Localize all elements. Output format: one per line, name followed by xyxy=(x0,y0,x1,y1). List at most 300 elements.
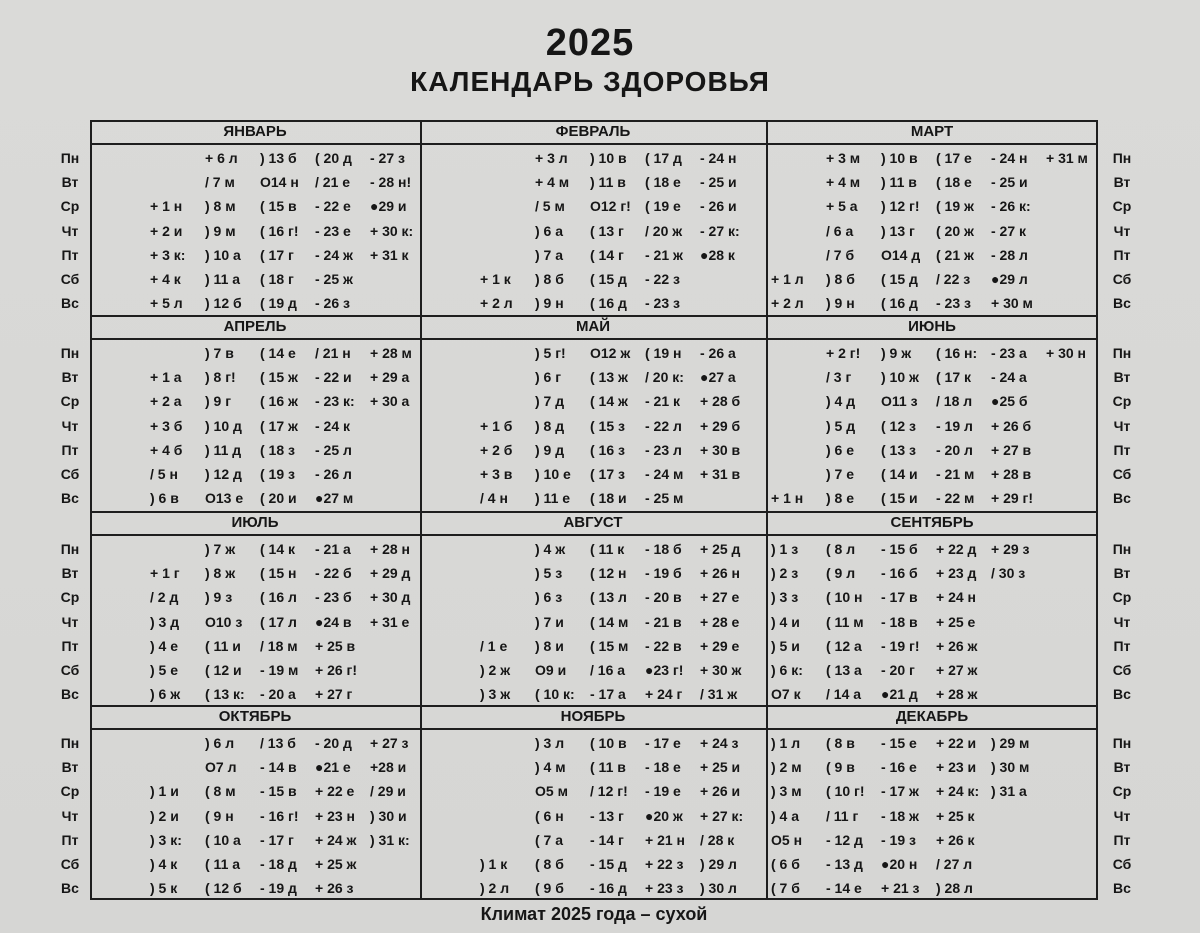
day-label: Вс xyxy=(1113,490,1131,507)
calendar-day-cell: ( 10 в xyxy=(590,735,627,751)
calendar-day-cell: - 24 к xyxy=(315,417,351,434)
calendar-day-cell: + 29 г! xyxy=(991,490,1034,507)
day-label: Вт xyxy=(61,369,79,386)
calendar-day-cell: - 28 л xyxy=(991,246,1028,263)
calendar-day-cell: + 1 н xyxy=(771,490,804,507)
calendar-day-cell: ( 13 з xyxy=(881,441,916,458)
year-heading: 2025 xyxy=(545,22,635,64)
calendar-day-cell: ) 9 н xyxy=(826,295,855,312)
calendar-day-cell: ) 6 ж xyxy=(150,686,181,703)
calendar-day-cell: + 22 и xyxy=(936,735,977,751)
day-label: Сб xyxy=(1112,271,1132,287)
calendar-day-cell: ) 9 н xyxy=(535,295,564,312)
calendar-day-cell: ) 1 и xyxy=(150,783,179,800)
calendar-day-cell: - 21 а xyxy=(315,541,351,557)
day-label: Пн xyxy=(60,345,80,361)
calendar-day-cell: + 27 з xyxy=(370,735,409,751)
calendar-day-cell: ) 8 б xyxy=(535,271,564,287)
calendar-day-cell: ) 4 а xyxy=(771,807,800,824)
calendar-day-cell: / 16 а xyxy=(590,662,626,678)
calendar-day-cell: + 28 н xyxy=(370,541,410,557)
calendar-day-cell: ( 13 л xyxy=(590,589,627,606)
calendar-day-cell: + 23 н xyxy=(315,807,355,824)
day-label: Вт xyxy=(61,759,79,776)
calendar-day-cell: ) 5 з xyxy=(535,565,563,582)
calendar-day-cell: - 13 д xyxy=(826,856,863,872)
calendar-day-cell: + 27 г xyxy=(315,686,353,703)
day-label: Чт xyxy=(1113,807,1131,824)
calendar-day-cell: - 20 д xyxy=(315,735,352,751)
calendar-day-cell: O12 ж xyxy=(590,345,631,361)
calendar-day-cell: ( 9 в xyxy=(826,759,855,776)
calendar-day-cell: ( 19 з xyxy=(260,466,295,482)
calendar-day-cell: - 16 е xyxy=(881,759,917,776)
calendar-day-cell: + 26 з xyxy=(315,880,354,897)
calendar-day-cell: ( 16 ж xyxy=(260,393,298,410)
calendar-day-cell: ( 7 б xyxy=(771,880,800,897)
calendar-day-cell: + 1 а xyxy=(150,369,182,386)
calendar-day-cell: - 20 г xyxy=(881,662,915,678)
calendar-day-cell: - 22 м xyxy=(936,490,975,507)
month-name: ИЮЛЬ xyxy=(231,514,279,531)
calendar-day-cell: ( 18 и xyxy=(590,490,627,507)
calendar-day-cell: O7 л xyxy=(205,759,237,776)
calendar-day-cell: - 14 е xyxy=(826,880,862,897)
calendar-day-cell: - 24 м xyxy=(645,466,684,482)
calendar-day-cell: ( 14 к xyxy=(260,541,296,557)
calendar-day-cell: O14 д xyxy=(881,246,921,263)
calendar-day-cell: + 6 л xyxy=(205,150,238,166)
month-name: ДЕКАБРЬ xyxy=(895,708,969,725)
calendar-day-cell: ( 12 б xyxy=(205,880,242,897)
calendar-day-cell: ( 9 л xyxy=(826,565,856,582)
calendar-day-cell: + 31 е xyxy=(370,613,410,630)
calendar-day-cell: + 27 к: xyxy=(700,807,744,824)
band-divider xyxy=(90,315,1098,317)
calendar-day-cell: ) 7 д xyxy=(535,393,565,410)
calendar-day-cell: ) 10 ж xyxy=(881,369,919,386)
calendar-day-cell: + 25 е xyxy=(936,613,976,630)
calendar-day-cell: O9 и xyxy=(535,662,567,678)
calendar-day-cell: + 26 ж xyxy=(936,637,978,654)
calendar-day-cell: + 21 н xyxy=(645,831,685,848)
calendar-day-cell: ( 11 в xyxy=(590,759,626,776)
day-label: Пн xyxy=(1112,541,1132,557)
calendar-day-cell: / 7 б xyxy=(826,246,855,263)
calendar-day-cell: O14 н xyxy=(260,174,299,191)
calendar-day-cell: + 26 и xyxy=(700,783,741,800)
calendar-day-cell: / 5 м xyxy=(535,198,565,215)
calendar-day-cell: + 31 в xyxy=(700,466,741,482)
calendar-day-cell: ) 11 в xyxy=(881,174,917,191)
calendar-day-cell: ) 9 д xyxy=(535,441,565,458)
calendar-day-cell: - 20 в xyxy=(645,589,682,606)
day-label: Вт xyxy=(1113,174,1131,191)
day-label: Вс xyxy=(1113,880,1131,897)
calendar-day-cell: + 1 г xyxy=(150,565,180,582)
calendar-day-cell: ●25 б xyxy=(991,393,1028,410)
day-label: Вт xyxy=(1113,565,1131,582)
calendar-day-cell: ( 14 е xyxy=(260,345,296,361)
calendar-day-cell: + 30 а xyxy=(370,393,410,410)
day-label: Вс xyxy=(61,295,79,312)
calendar-day-cell: - 21 ж xyxy=(645,246,683,263)
calendar-day-cell: ( 15 и xyxy=(881,490,918,507)
calendar-day-cell: / 7 м xyxy=(205,174,235,191)
calendar-day-cell: + 24 з xyxy=(700,735,739,751)
calendar-day-cell: ( 16 з xyxy=(590,441,625,458)
calendar-day-cell: ) 13 б xyxy=(260,150,297,166)
calendar-day-cell: + 3 в xyxy=(480,466,513,482)
calendar-day-cell: - 26 з xyxy=(315,295,350,312)
calendar-day-cell: + 4 к xyxy=(150,271,181,287)
calendar-day-cell: ( 9 б xyxy=(535,880,564,897)
calendar-day-cell: + 30 н xyxy=(1046,345,1086,361)
calendar-day-cell: - 24 ж xyxy=(315,246,353,263)
calendar-day-cell: + 24 ж xyxy=(315,831,357,848)
calendar-day-cell: ) 5 к xyxy=(150,880,178,897)
calendar-day-cell: - 17 ж xyxy=(881,783,919,800)
calendar-day-cell: - 25 м xyxy=(645,490,684,507)
calendar-day-cell: + 3 к: xyxy=(150,246,186,263)
calendar-day-cell: / 22 з xyxy=(936,271,971,287)
band-divider xyxy=(90,705,1098,707)
calendar-day-cell: - 23 з xyxy=(645,295,680,312)
day-label: Пн xyxy=(60,150,80,166)
calendar-day-cell: - 23 б xyxy=(315,589,352,606)
calendar-day-cell: ●27 м xyxy=(315,490,354,507)
calendar-day-cell: + 2 л xyxy=(480,295,513,312)
calendar-day-cell: - 23 з xyxy=(936,295,971,312)
month-name: АПРЕЛЬ xyxy=(223,318,287,335)
calendar-day-cell: + 24 г xyxy=(645,686,683,703)
calendar-day-cell: ) 2 и xyxy=(150,807,179,824)
day-label: Чт xyxy=(61,222,79,239)
calendar-day-cell: - 18 б xyxy=(645,541,682,557)
calendar-day-cell: + 31 к xyxy=(370,246,409,263)
day-label: Чт xyxy=(61,613,79,630)
calendar-day-cell: ( 20 и xyxy=(260,490,297,507)
calendar-day-cell: O10 з xyxy=(205,613,243,630)
month-header-divider xyxy=(90,338,1098,340)
calendar-day-cell: ) 8 и xyxy=(535,637,564,654)
calendar-day-cell: / 6 а xyxy=(826,222,854,239)
calendar-day-cell: / 21 е xyxy=(315,174,351,191)
day-label: Сб xyxy=(1112,662,1132,678)
calendar-day-cell: ) 10 е xyxy=(535,466,571,482)
calendar-day-cell: + 28 б xyxy=(700,393,741,410)
calendar-day-cell: ) 6 г xyxy=(535,369,562,386)
calendar-day-cell: ) 1 к xyxy=(480,856,508,872)
calendar-day-cell: - 15 д xyxy=(590,856,627,872)
calendar-day-cell: + 23 д xyxy=(936,565,977,582)
calendar-day-cell: / 21 н xyxy=(315,345,351,361)
calendar-day-cell: ) 9 г xyxy=(205,393,232,410)
calendar-day-cell: ( 17 ж xyxy=(260,417,298,434)
calendar-day-cell: - 24 н xyxy=(991,150,1028,166)
calendar-day-cell: ) 6 а xyxy=(535,222,564,239)
day-label: Ср xyxy=(60,589,80,606)
calendar-day-cell: ( 13 а xyxy=(826,662,862,678)
calendar-day-cell: ) 28 л xyxy=(936,880,973,897)
day-label: Вс xyxy=(1113,295,1131,312)
calendar-day-cell: ) 12 д xyxy=(205,466,242,482)
calendar-day-cell: - 15 в xyxy=(260,783,297,800)
calendar-day-cell: ( 10 к: xyxy=(535,686,575,703)
calendar-day-cell: ( 15 д xyxy=(590,271,627,287)
day-label: Вт xyxy=(61,565,79,582)
calendar-day-cell: ) 7 ж xyxy=(205,541,236,557)
month-header-divider xyxy=(90,534,1098,536)
calendar-day-cell: + 25 д xyxy=(700,541,741,557)
calendar-day-cell: ) 8 б xyxy=(826,271,855,287)
calendar-day-cell: ( 17 л xyxy=(260,613,297,630)
calendar-day-cell: ( 15 м xyxy=(590,637,629,654)
month-name: ИЮНЬ xyxy=(908,318,956,335)
day-label: Пн xyxy=(1112,345,1132,361)
calendar-day-cell: + 24 к: xyxy=(936,783,980,800)
calendar-day-cell: ( 9 н xyxy=(205,807,234,824)
day-label: Пн xyxy=(60,735,80,751)
calendar-day-cell: ) 29 м xyxy=(991,735,1030,751)
calendar-day-cell: ) 3 м xyxy=(771,783,802,800)
calendar-day-cell: ) 29 л xyxy=(700,856,737,872)
calendar-day-cell: ( 17 д xyxy=(645,150,682,166)
calendar-day-cell: / 27 л xyxy=(936,856,973,872)
day-label: Чт xyxy=(61,807,79,824)
calendar-day-cell: ( 20 ж xyxy=(936,222,974,239)
calendar-day-cell: O13 е xyxy=(205,490,244,507)
calendar-day-cell: ) 4 д xyxy=(826,393,856,410)
day-label: Вс xyxy=(61,686,79,703)
calendar-day-cell: - 28 н! xyxy=(370,174,412,191)
calendar-day-cell: ) 5 и xyxy=(771,637,800,654)
calendar-day-cell: ( 16 н: xyxy=(936,345,978,361)
calendar-day-cell: ) 3 ж xyxy=(480,686,511,703)
calendar-day-cell: ( 14 ж xyxy=(590,393,628,410)
calendar-day-cell: - 17 г xyxy=(260,831,294,848)
day-label: Пт xyxy=(61,637,79,654)
calendar-day-cell: ) 11 е xyxy=(535,490,571,507)
calendar-day-cell: - 22 и xyxy=(315,369,352,386)
day-label: Вт xyxy=(61,174,79,191)
day-label: Пн xyxy=(1112,150,1132,166)
calendar-day-cell: ) 9 з xyxy=(205,589,233,606)
calendar-day-cell: ( 17 г xyxy=(260,246,294,263)
calendar-day-cell: + 1 б xyxy=(480,417,513,434)
month-name: СЕНТЯБРЬ xyxy=(890,514,974,531)
day-label: Ср xyxy=(1112,589,1132,606)
day-label: Пт xyxy=(61,831,79,848)
day-label: Ср xyxy=(60,198,80,215)
calendar-day-cell: ( 12 н xyxy=(590,565,627,582)
calendar-day-cell: + 3 м xyxy=(826,150,861,166)
calendar-day-cell: ) 8 г! xyxy=(205,369,236,386)
calendar-day-cell: ●27 а xyxy=(700,369,736,386)
day-label: Пт xyxy=(1113,246,1131,263)
calendar-day-cell: - 18 д xyxy=(260,856,297,872)
calendar-day-cell: ) 9 ж xyxy=(881,345,912,361)
calendar-day-cell: ) 7 е xyxy=(826,466,855,482)
calendar-day-cell: + 30 ж xyxy=(700,662,742,678)
calendar-day-cell: + 3 б xyxy=(150,417,183,434)
calendar-day-cell: ●21 д xyxy=(881,686,918,703)
month-name: НОЯБРЬ xyxy=(560,708,626,725)
calendar-day-cell: - 27 з xyxy=(370,150,405,166)
calendar-day-cell: ) 1 з xyxy=(771,541,799,557)
calendar-day-cell: + 28 м xyxy=(370,345,412,361)
calendar-day-cell: ( 19 ж xyxy=(936,198,974,215)
day-label: Ср xyxy=(1112,783,1132,800)
calendar-day-cell: ) 31 к: xyxy=(370,831,410,848)
calendar-title: КАЛЕНДАРЬ ЗДОРОВЬЯ xyxy=(410,66,770,97)
calendar-day-cell: / 11 г xyxy=(826,807,859,824)
calendar-day-cell: - 20 а xyxy=(260,686,296,703)
calendar-day-cell: ) 11 в xyxy=(590,174,626,191)
calendar-day-cell: - 22 б xyxy=(315,565,352,582)
calendar-day-cell: - 15 б xyxy=(881,541,918,557)
column-divider xyxy=(766,120,768,900)
calendar-day-cell: ●21 е xyxy=(315,759,351,776)
calendar-day-cell: ) 6 з xyxy=(535,589,563,606)
calendar-day-cell: ( 11 м xyxy=(826,613,864,630)
calendar-day-cell: ( 20 д xyxy=(315,150,352,166)
day-label: Вс xyxy=(61,880,79,897)
day-label: Сб xyxy=(60,271,80,287)
calendar-day-cell: + 4 б xyxy=(150,441,183,458)
calendar-day-cell: + 30 в xyxy=(700,441,741,458)
calendar-day-cell: ( 19 н xyxy=(645,345,682,361)
month-header-divider xyxy=(90,143,1098,145)
calendar-day-cell: + 22 е xyxy=(315,783,355,800)
calendar-day-cell: + 25 к xyxy=(936,807,975,824)
calendar-day-cell: + 23 и xyxy=(936,759,977,776)
calendar-day-cell: + 5 л xyxy=(150,295,183,312)
calendar-day-cell: + 29 з xyxy=(991,541,1030,557)
calendar-day-cell: ( 18 е xyxy=(936,174,972,191)
calendar-day-cell: ( 8 б xyxy=(535,856,564,872)
calendar-day-cell: + 21 з xyxy=(881,880,920,897)
calendar-day-cell: ●20 ж xyxy=(645,807,683,824)
calendar-day-cell: ) 3 к: xyxy=(150,831,182,848)
calendar-day-cell: ( 7 а xyxy=(535,831,564,848)
calendar-day-cell: ) 3 з xyxy=(771,589,799,606)
calendar-day-cell: + 2 а xyxy=(150,393,182,410)
calendar-day-cell: + 26 н xyxy=(700,565,740,582)
day-label: Сб xyxy=(60,662,80,678)
day-label: Вт xyxy=(1113,369,1131,386)
calendar-day-cell: ) 5 г! xyxy=(535,345,566,361)
day-label: Пт xyxy=(61,441,79,458)
calendar-day-cell: ( 11 а xyxy=(205,856,241,872)
day-label: Вс xyxy=(1113,686,1131,703)
calendar-day-cell: ) 5 е xyxy=(150,662,179,678)
calendar-day-cell: + 29 а xyxy=(370,369,410,386)
calendar-day-cell: ( 13 к: xyxy=(205,686,245,703)
day-label: Сб xyxy=(1112,466,1132,482)
calendar-day-cell: ) 12 б xyxy=(205,295,242,312)
day-label: Вт xyxy=(1113,759,1131,776)
calendar-day-cell: ( 15 в xyxy=(260,198,297,215)
calendar-day-cell: - 19 д xyxy=(260,880,297,897)
calendar-day-cell: + 1 к xyxy=(480,271,511,287)
calendar-day-cell: ( 16 г! xyxy=(260,222,299,239)
calendar-day-cell: ( 8 м xyxy=(205,783,236,800)
calendar-day-cell: + 26 г! xyxy=(315,662,358,678)
calendar-day-cell: ) 30 и xyxy=(370,807,407,824)
calendar-day-cell: ) 4 и xyxy=(771,613,800,630)
day-label: Чт xyxy=(1113,613,1131,630)
calendar-day-cell: / 20 ж xyxy=(645,222,683,239)
calendar-day-cell: + 29 е xyxy=(700,637,740,654)
month-name: АВГУСТ xyxy=(563,514,623,531)
calendar-day-cell: ) 5 д xyxy=(826,417,856,434)
column-divider xyxy=(420,120,422,900)
calendar-day-cell: ●24 в xyxy=(315,613,352,630)
calendar-day-cell: / 30 з xyxy=(991,565,1026,582)
calendar-day-cell: + 22 з xyxy=(645,856,684,872)
calendar-day-cell: ( 10 г! xyxy=(826,783,865,800)
calendar-day-cell: + 25 и xyxy=(700,759,741,776)
calendar-day-cell: ) 8 м xyxy=(205,198,236,215)
calendar-day-cell: ( 18 г xyxy=(260,271,294,287)
day-label: Чт xyxy=(1113,222,1131,239)
calendar-day-cell: / 12 г! xyxy=(590,783,628,800)
calendar-day-cell: ●29 и xyxy=(370,198,407,215)
calendar-day-cell: - 13 г xyxy=(590,807,624,824)
calendar-day-cell: - 19 м xyxy=(260,662,299,678)
calendar-day-cell: ) 6 к: xyxy=(771,662,803,678)
calendar-day-cell: - 16 б xyxy=(881,565,918,582)
day-label: Ср xyxy=(1112,393,1132,410)
calendar-day-cell: ) 2 ж xyxy=(480,662,511,678)
calendar-day-cell: ( 6 н xyxy=(535,807,564,824)
calendar-day-cell: ( 21 ж xyxy=(936,246,974,263)
calendar-day-cell: ) 6 в xyxy=(150,490,179,507)
calendar-day-cell: ( 18 е xyxy=(645,174,681,191)
calendar-day-cell: ) 1 л xyxy=(771,735,801,751)
day-label: Вс xyxy=(61,490,79,507)
calendar-day-cell: ( 12 а xyxy=(826,637,862,654)
calendar-day-cell: - 26 и xyxy=(700,198,737,215)
calendar-day-cell: O5 н xyxy=(771,831,803,848)
calendar-day-cell: - 26 а xyxy=(700,345,736,361)
calendar-day-cell: - 21 к xyxy=(645,393,681,410)
calendar-day-cell: - 17 е xyxy=(645,735,681,751)
month-name: МАЙ xyxy=(575,318,611,335)
calendar-day-cell: - 14 в xyxy=(260,759,297,776)
calendar-day-cell: ) 4 м xyxy=(535,759,566,776)
calendar-day-cell: ) 4 е xyxy=(150,637,179,654)
calendar-day-cell: ●29 л xyxy=(991,271,1028,287)
calendar-day-cell: / 18 л xyxy=(936,393,973,410)
calendar-day-cell: ) 10 в xyxy=(881,150,918,166)
calendar-day-cell: ) 3 л xyxy=(535,735,565,751)
calendar-day-cell: ) 11 д xyxy=(205,441,242,458)
calendar-day-cell: + 25 ж xyxy=(315,856,357,872)
calendar-day-cell: ●23 г! xyxy=(645,662,684,678)
calendar-day-cell: ( 14 г xyxy=(590,246,624,263)
calendar-day-cell: + 3 л xyxy=(535,150,568,166)
day-label: Ср xyxy=(1112,198,1132,215)
month-name: ОКТЯБРЬ xyxy=(218,708,292,725)
day-label: Пн xyxy=(1112,735,1132,751)
calendar-day-cell: - 19 л xyxy=(936,417,973,434)
calendar-day-cell: - 16 д xyxy=(590,880,627,897)
calendar-day-cell: - 19 б xyxy=(645,565,682,582)
calendar-day-cell: / 5 н xyxy=(150,466,178,482)
month-name: ЯНВАРЬ xyxy=(223,123,287,140)
